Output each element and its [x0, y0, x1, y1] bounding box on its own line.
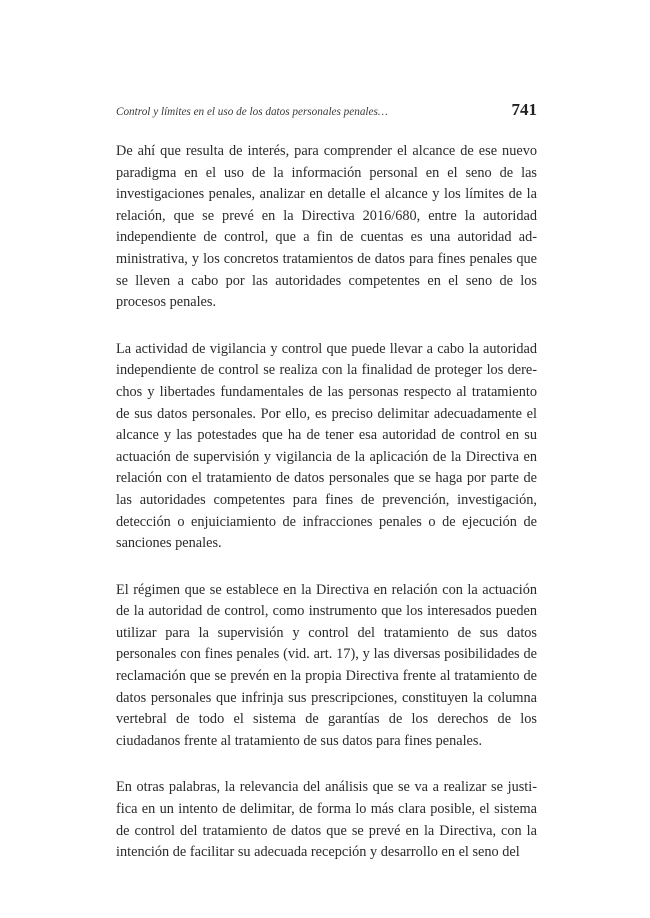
running-title: Control y límites en el uso de los datos personales penales… — [116, 106, 388, 118]
paragraph-4: En otras palabras, la relevancia del análisis que se va a realizar se justifica en un intento de delimitar, de forma lo más clara posible, el sistema de control del tratamiento de datos que se prevé en la Directiva, con la intención de facilitar su adecuada recepción y desarrollo en el seno del — [116, 779, 537, 861]
body-text — [116, 141, 537, 889]
paragraph-1: De ahí que resulta de interés, para comprender el alcance de ese nuevo paradigma en el uso de la información personal en el seno de las investigaciones penales, analizar en detalle el alcance y los límites de la relación, que se prevé en la Directiva 2016/680, entre la autoridad independiente de control, que a fin de cuentas es una autoridad administrativa, y los concretos tratamientos de datos para fines penales que se lleven a cabo por las autoridades competentes en el seno de los procesos penales. — [116, 143, 537, 311]
page-number: 741 — [511, 100, 537, 119]
paragraph-2: La actividad de vigilancia y control que puede llevar a cabo la autoridad independiente de control se realiza con la finalidad de proteger los derechos y libertades fundamentales de las personas respecto al tratamiento de sus datos personales. Por ello, es preciso delimitar adecuadamente el alcance y las potestades que ha de tener esa autoridad de control en su actuación de supervisión y vigilancia de la aplicación de la Directiva en relación con el tratamiento de datos personales que se haga por parte de las autoridades competentes para fines de prevención, investigación, detección o enjuiciamiento de infracciones penales o de ejecución de sanciones penales. — [116, 340, 537, 552]
paragraph-3: El régimen que se establece en la Directiva en relación con la actuación de la autoridad de control, como instrumento que los interesados pueden utilizar para la supervisión y control del tratamiento de sus datos personales con fines penales (vid. art. 17), y las diversas posibilidades de reclamación que se prevén en la propia Directiva frente al tratamiento de datos personales que infrinja sus prescripciones, constituyen la columna vertebral de todo el sistema de garantías de los derechos de los ciudadanos frente al tratamiento de sus datos para fines penales. — [116, 581, 537, 749]
page-header — [116, 100, 537, 124]
